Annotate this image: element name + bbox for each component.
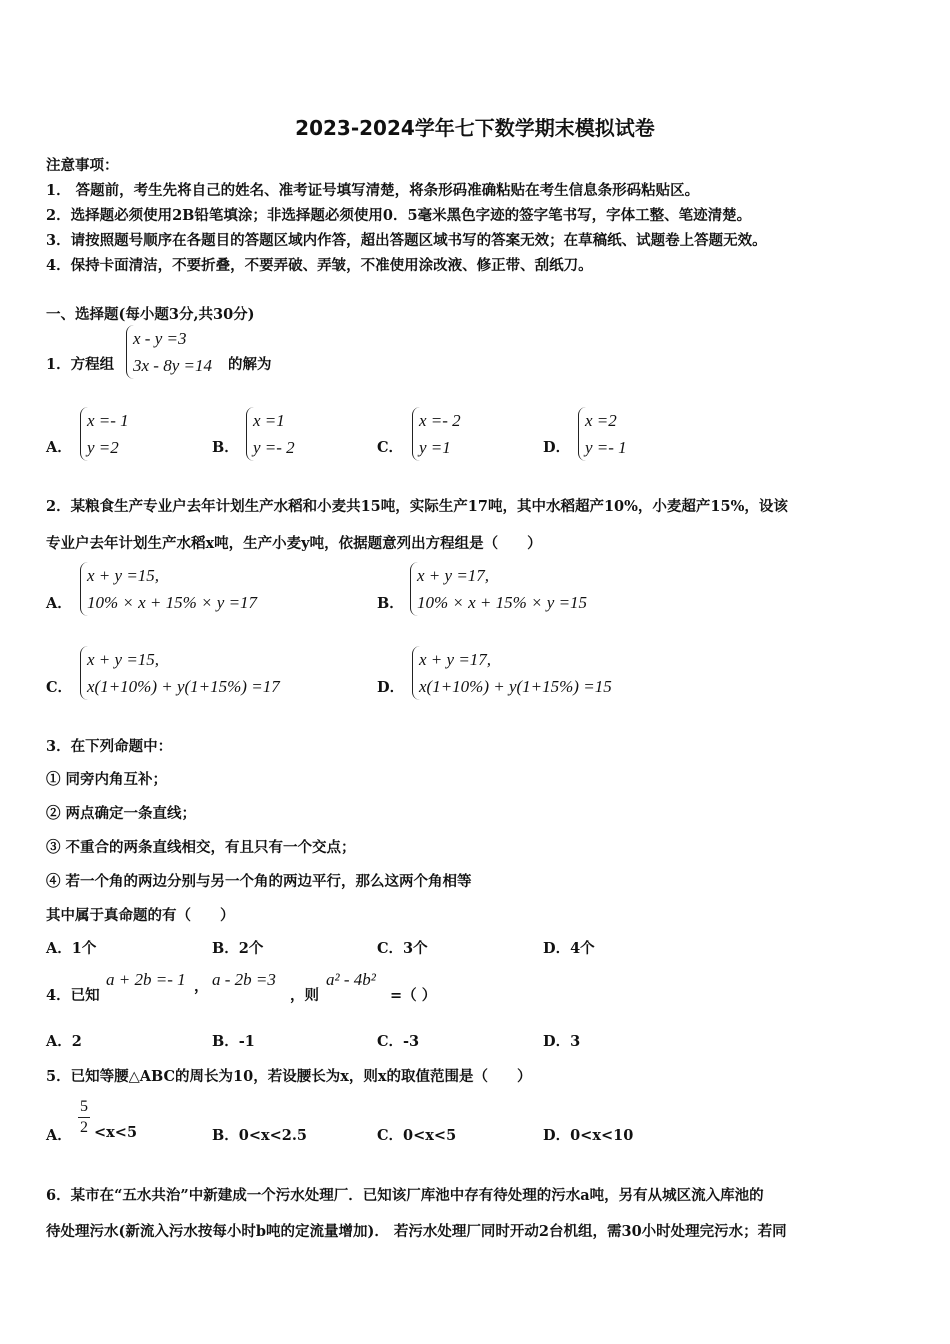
equation-line: y =2	[87, 438, 119, 457]
q2-option-c-label: C．	[46, 679, 73, 696]
q1-option-d	[578, 407, 627, 461]
section-heading: 一、选择题(每小题3分,共30分)	[46, 306, 255, 323]
equation-line: y =- 2	[253, 438, 295, 457]
q2-option-d-label: D．	[377, 679, 405, 696]
q4-option-c: C．-3	[377, 1033, 420, 1050]
q6-stem-line: 待处理污水(新流入污水按每小时b吨的定流量增加)． 若污水处理厂同时开动2台机组，需30小时处理完污水；若同	[46, 1223, 787, 1240]
fraction-numerator: 5	[80, 1098, 88, 1115]
notice-item: 4．保持卡面清洁，不要折叠，不要弄破、弄皱，不准使用涂改液、修正带、刮纸刀。	[46, 257, 593, 274]
q1-option-c-label: C．	[377, 439, 404, 456]
q2-stem-line: 专业户去年计划生产水稻x吨，生产小麦y吨，依据题意列出方程组是（ ）	[46, 535, 542, 552]
q3-option-c: C．3个	[377, 940, 428, 957]
q4-stem-mid: ，则	[290, 987, 319, 1004]
q4-option-a: A．2	[46, 1033, 82, 1050]
equation-line: x(1+10%) + y(1+15%) =17	[87, 677, 280, 696]
q3-option-d: D．4个	[543, 940, 595, 957]
q4-stem-prefix: 4．已知	[46, 987, 100, 1004]
q2-option-b	[410, 562, 587, 616]
q5-option-d: D．0<x<10	[543, 1127, 634, 1144]
q4-option-b: B．-1	[212, 1033, 255, 1050]
equation-line: x =2	[585, 411, 617, 430]
equation-line: y =- 1	[585, 438, 627, 457]
q3-question: 其中属于真命题的有（ ）	[46, 907, 235, 924]
equation-line: 3x - 8y =14	[133, 356, 212, 375]
q6-stem-line: 6．某市在“五水共治”中新建成一个污水处理厂．已知该厂库池中存有待处理的污水a吨，另有从城区流入库池的	[46, 1187, 764, 1204]
q1-stem: 1．方程组	[46, 356, 115, 373]
q5-option-c: C．0<x<5	[377, 1127, 457, 1144]
q1-tail: 的解为	[228, 356, 272, 373]
q3-item: ① 同旁内角互补；	[46, 771, 168, 788]
equation-line: x(1+10%) + y(1+15%) =15	[419, 677, 612, 696]
fraction-denominator: 2	[80, 1119, 88, 1136]
equation-line: x + y =17,	[417, 566, 490, 585]
equation-line: x - y =3	[133, 329, 187, 348]
q1-option-b	[246, 407, 295, 461]
notice-item: 1． 答题前，考生先将自己的姓名、准考证号填写清楚，将条形码准确粘贴在考生信息条形码粘贴区。	[46, 182, 700, 199]
q2-option-d	[412, 646, 612, 700]
notice-item: 2．选择题必须使用2B铅笔填涂；非选择题必须使用0．5毫米黑色字迹的签字笔书写，字体工整、笔迹清楚。	[46, 207, 752, 224]
equation-line: x + y =15,	[87, 650, 160, 669]
q1-option-d-label: D．	[543, 439, 571, 456]
q5-option-a-label: A．	[46, 1127, 72, 1144]
notice-item: 3．请按照题号顺序在各题目的答题区域内作答，超出答题区域书写的答案无效；在草稿纸、试题卷上答题无效。	[46, 232, 767, 249]
q4-expression: a² - 4b²	[326, 970, 376, 989]
q5-option-b: B．0<x<2.5	[212, 1127, 308, 1144]
equation-line: 10% × x + 15% × y =15	[417, 593, 588, 612]
q2-stem-line: 2．某粮食生产专业户去年计划生产水稻和小麦共15吨，实际生产17吨，其中水稻超产10%，小麦超产15%，设该	[46, 498, 788, 515]
equation-line: y =1	[419, 438, 451, 457]
equation-line: x + y =15,	[87, 566, 160, 585]
q4-equation-1: a + 2b =- 1	[106, 970, 186, 989]
q4-equation-2: a - 2b =3	[212, 970, 276, 989]
q3-stem: 3．在下列命题中：	[46, 738, 173, 755]
q1-equation-system	[126, 325, 212, 379]
q2-option-a	[80, 562, 257, 616]
notice-heading: 注意事项：	[46, 157, 119, 174]
q1-option-c	[412, 407, 461, 461]
q3-item: ④ 若一个角的两边分别与另一个角的两边平行，那么这两个角相等	[46, 873, 472, 890]
q5-fraction	[76, 1098, 92, 1137]
q1-option-b-label: B．	[212, 439, 239, 456]
equation-line: x =- 2	[419, 411, 461, 430]
q5-stem: 5．已知等腰△ABC的周长为10，若设腰长为x，则x的取值范围是（ ）	[46, 1068, 532, 1085]
q3-option-a: A．1个	[46, 940, 97, 957]
q4-stem-tail: =（ ）	[390, 987, 437, 1004]
fraction-bar	[78, 1117, 90, 1118]
q2-option-b-label: B．	[377, 595, 404, 612]
q1-option-a	[80, 407, 129, 461]
equation-line: 10% × x + 15% × y =17	[87, 593, 258, 612]
q3-item: ③ 不重合的两条直线相交，有且只有一个交点；	[46, 839, 356, 856]
q2-option-c	[80, 646, 280, 700]
q4-comma: ，	[194, 978, 209, 995]
equation-line: x + y =17,	[419, 650, 492, 669]
q5-option-a-tail: <x<5	[94, 1124, 138, 1141]
q1-option-a-label: A．	[46, 439, 72, 456]
q4-option-d: D．3	[543, 1033, 581, 1050]
q3-item: ② 两点确定一条直线；	[46, 805, 197, 822]
equation-line: x =1	[253, 411, 285, 430]
q2-option-a-label: A．	[46, 595, 72, 612]
equation-line: x =- 1	[87, 411, 129, 430]
page-title: 2023-2024学年七下数学期末模拟试卷	[295, 116, 655, 140]
q3-option-b: B．2个	[212, 940, 264, 957]
